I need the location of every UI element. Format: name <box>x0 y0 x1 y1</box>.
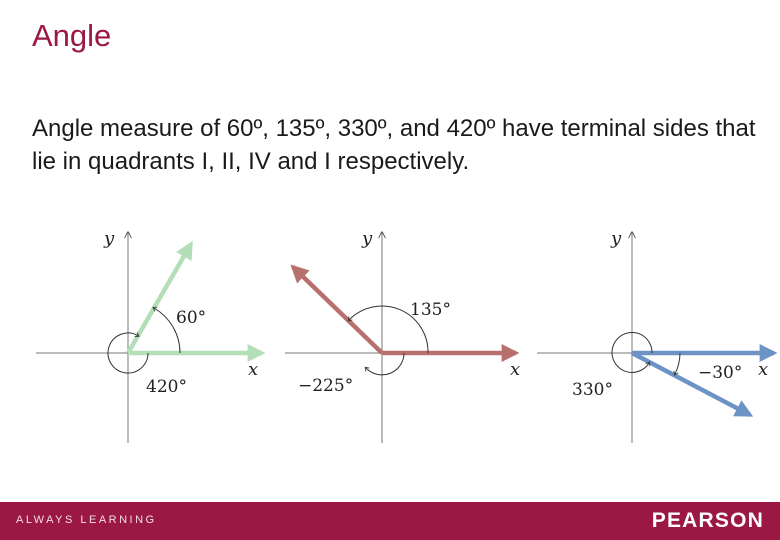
slide-title: Angle <box>32 18 112 53</box>
pearson-logo: PEARSON <box>651 509 764 532</box>
footer-tagline: ALWAYS LEARNING <box>16 514 157 526</box>
angle-label-60: 60° <box>176 308 207 328</box>
terminal-side-ray <box>128 244 191 353</box>
angle-diagram-neg30 <box>537 228 774 443</box>
axis-label-y: y <box>104 228 115 249</box>
slide-body-text: Angle measure of 60º, 135º, 330º, and 420º have terminal sides that lie in quadrants I, II, IV and I respectively. <box>32 115 756 175</box>
angle-diagram-60 <box>36 228 262 443</box>
angle-label-neg225: −225° <box>298 376 354 396</box>
axis-label-x: x <box>510 359 521 380</box>
axis-label-y: y <box>362 228 373 249</box>
angle-diagrams-figure <box>0 218 780 458</box>
footer-bar <box>0 502 780 540</box>
angle-arc-neg225 <box>366 353 404 375</box>
angle-arc-neg30 <box>675 353 680 374</box>
axis-label-x: x <box>248 359 259 380</box>
axis-label-y: y <box>611 228 622 249</box>
axis-label-x: x <box>758 359 769 380</box>
angle-diagram-135 <box>285 228 520 443</box>
angle-label-330: 330° <box>572 380 613 400</box>
angle-label-420: 420° <box>146 377 187 397</box>
terminal-side-ray <box>293 267 382 353</box>
angle-label-neg30: −30° <box>698 363 743 383</box>
angle-label-135: 135° <box>410 300 451 320</box>
